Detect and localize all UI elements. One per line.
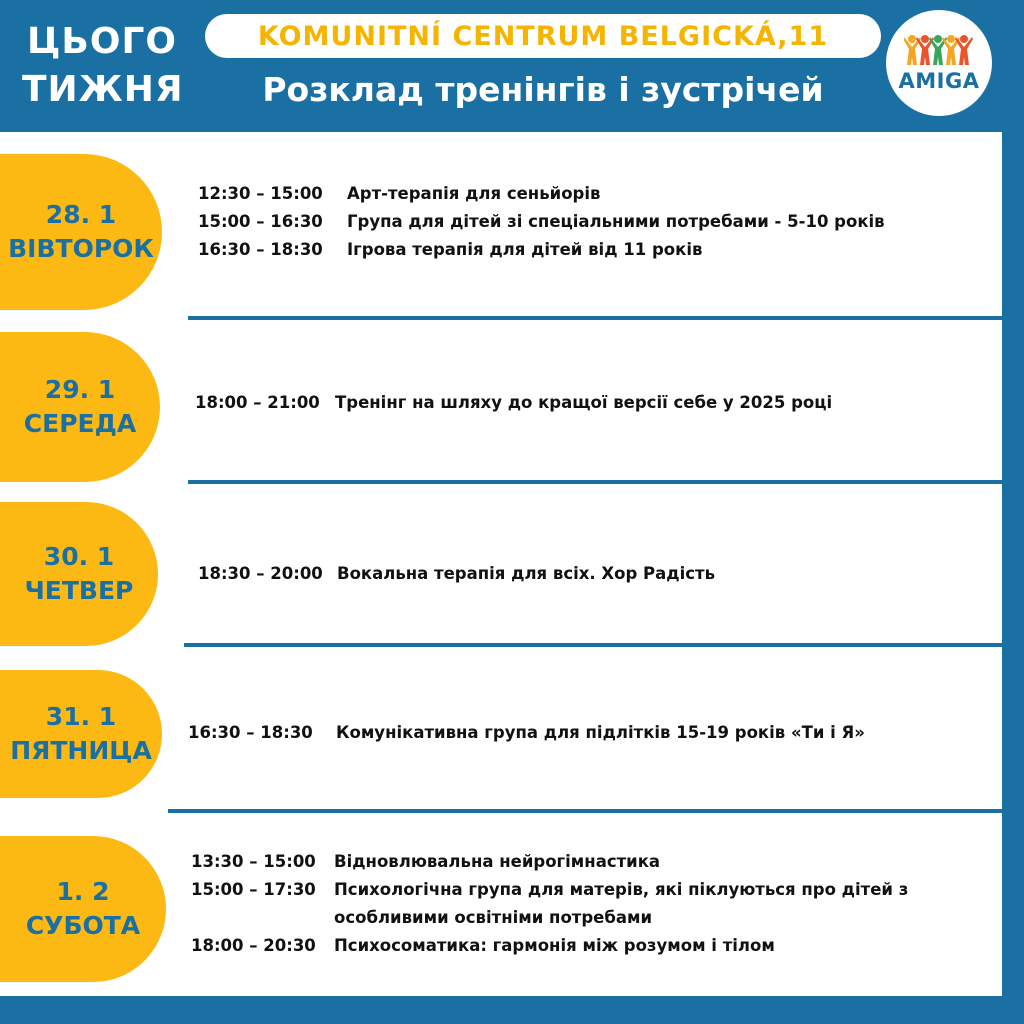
event-row (198, 180, 885, 208)
day-tab (0, 836, 166, 982)
event-title: Відновлювальна нейрогімнастика (334, 852, 661, 871)
event-time: 12:30 – 15:00 (198, 184, 323, 203)
people-icon (904, 33, 974, 67)
figure-head (908, 35, 916, 43)
event-title: Психосоматика: гармонія між розумом і тілом (334, 936, 775, 955)
day-date: 29. 1 (44, 375, 116, 404)
event-row (188, 719, 865, 747)
event-time: 15:00 – 17:30 (191, 880, 316, 899)
event-time: 18:30 – 20:00 (198, 564, 323, 583)
amiga-logo (886, 10, 992, 116)
event-title: Комунікативна група для підлітків 15-19 років «Ти і Я» (336, 723, 865, 742)
event-time: 13:30 – 15:00 (191, 852, 316, 871)
center-name-pill (205, 14, 881, 58)
event-list (195, 389, 832, 417)
figure-head (960, 35, 968, 43)
divider (188, 480, 1002, 484)
week-label-line2: ТИЖНЯ (22, 69, 184, 110)
day-date: 28. 1 (45, 200, 117, 229)
day-tab (0, 332, 160, 482)
event-title: Вокальна терапія для всіх. Хор Радість (337, 564, 716, 583)
event-title: Психологічна група для матерів, які піклуються про дітей з особливими освітніми потребами (334, 880, 909, 927)
event-list (198, 180, 885, 264)
day-weekday: ПЯТНИЦА (10, 736, 152, 765)
divider (184, 643, 1002, 647)
week-label-line1: ЦЬОГО (27, 21, 177, 62)
event-title: Арт-терапія для сеньйорів (347, 184, 601, 203)
day-date: 30. 1 (43, 542, 115, 571)
day-tab (0, 502, 158, 646)
schedule-panel (0, 132, 1002, 996)
event-row (191, 932, 971, 960)
figure-head (934, 35, 942, 43)
day-tab (0, 670, 162, 798)
day-date: 31. 1 (45, 702, 117, 731)
schedule-title: Розклад тренінгів і зустрічей (262, 70, 824, 109)
event-list (198, 560, 715, 588)
event-row (191, 848, 971, 876)
divider (168, 809, 1002, 813)
event-title: Група для дітей зі спеціальними потребами - 5-10 років (347, 212, 885, 231)
day-weekday: СЕРЕДА (23, 409, 137, 438)
event-row (195, 389, 832, 417)
event-list (188, 719, 865, 747)
day-weekday: СУБОТА (25, 911, 141, 940)
event-title: Ігрова терапія для дітей від 11 років (347, 240, 703, 259)
divider (188, 316, 1002, 320)
day-tab (0, 154, 162, 310)
event-row (198, 560, 715, 588)
event-title: Тренінг на шляху до кращої версії себе у 2025 році (335, 393, 833, 412)
figure-head (921, 35, 929, 43)
event-row (198, 208, 885, 236)
event-list (191, 848, 971, 960)
event-time: 16:30 – 18:30 (198, 240, 323, 259)
header (0, 0, 1024, 135)
event-time: 18:00 – 20:30 (191, 936, 316, 955)
event-time: 16:30 – 18:30 (188, 723, 313, 742)
event-time: 18:00 – 21:00 (195, 393, 320, 412)
day-date: 1. 2 (56, 877, 110, 906)
event-row (191, 876, 971, 932)
figure-head (947, 35, 955, 43)
logo-text: AMIGA (898, 69, 980, 93)
event-row (198, 236, 885, 264)
event-time: 15:00 – 16:30 (198, 212, 323, 231)
week-label (22, 18, 182, 114)
day-weekday: ВІВТОРОК (8, 234, 154, 263)
center-name: KOMUNITNÍ CENTRUM BELGICKÁ,11 (257, 20, 829, 52)
day-weekday: ЧЕТВЕР (24, 576, 134, 605)
